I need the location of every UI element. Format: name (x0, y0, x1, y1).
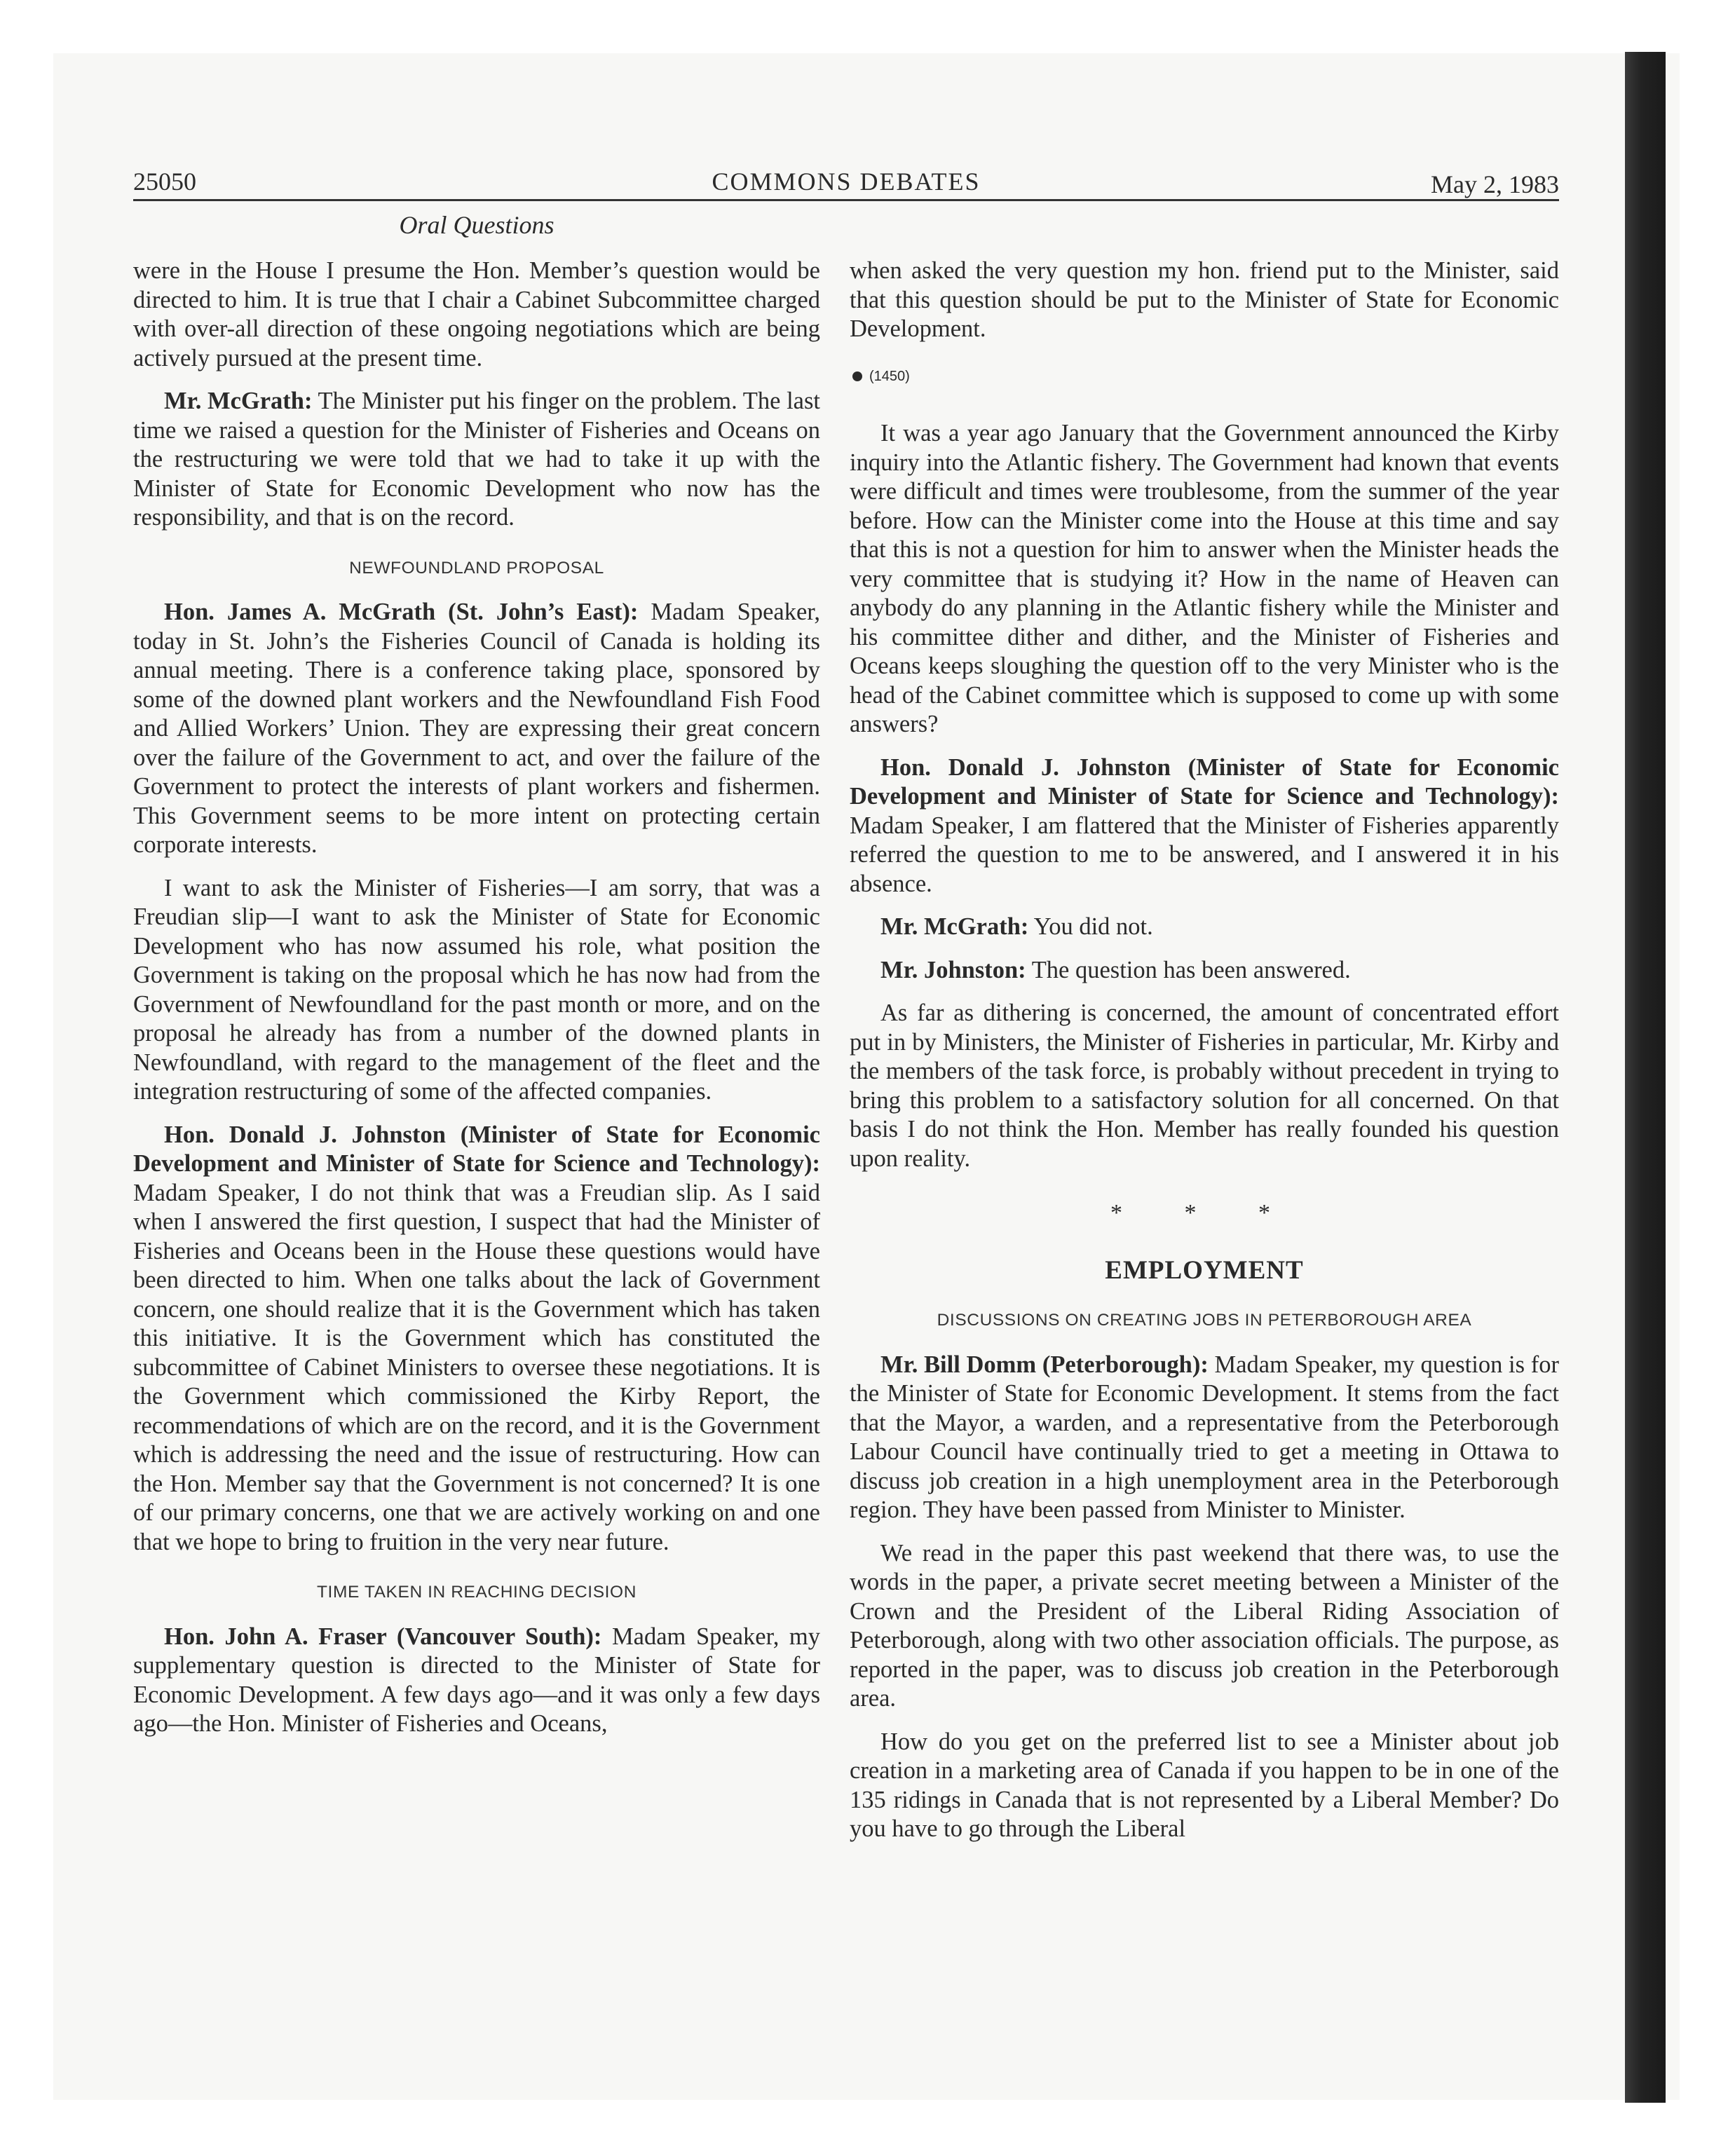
page-date: May 2, 1983 (1431, 170, 1559, 198)
time-marker (852, 362, 1559, 392)
speaker-name: Hon. Donald J. Johnston (Minister of State for Economic Development and Minister of State for Science and Technology): (850, 753, 1559, 810)
paragraph (133, 1121, 820, 1557)
paragraph (850, 956, 1559, 985)
subheading: TIME TAKEN IN REACHING DECISION (316, 1583, 637, 1602)
subheading: NEWFOUNDLAND PROPOSAL (349, 558, 604, 578)
paragraph: As far as dithering is concerned, the amount of concentrated effort put in by Ministers, the Minister of Fisheries in particular, Mr. Kirby and the members of the task force, is probably without precedent in trying to bring this problem to a satisfactory solution for all concerned. On that basis I do not think the Hon. Member has really founded his question upon reality. (850, 999, 1559, 1172)
running-head: Oral Questions (399, 211, 554, 239)
speech-text: The question has been answered. (1026, 956, 1351, 983)
speaker-name: Mr. McGrath: (880, 913, 1029, 940)
paragraph (133, 387, 820, 533)
right-column (850, 257, 1559, 1858)
speaker-name: Mr. McGrath: (164, 388, 313, 414)
speaker-name: Hon. John A. Fraser (Vancouver South): (164, 1623, 602, 1650)
speech-text: The Minister put his finger on the problem. The last time we raised a question for the Minister of Fisheries and Oceans on the restructuring we were told that we had to take it up with the Minister of State for Economic Development who now has the responsibility, and that is on the record. (133, 388, 820, 531)
paragraph: when asked the very question my hon. friend put to the Minister, said that this question should be put to the Minister of State for Economic Development. (850, 257, 1559, 342)
page-number: 25050 (133, 168, 196, 196)
speech-text: Madam Speaker, my question is for the Minister of State for Economic Development. It stems from the fact that the Mayor, a warden, and a representative from the Peterborough Labour Council have continually tried to get a meeting in Ottawa to discuss job creation in a high unemployment area in the Peterborough region. They have been passed from Minister to Minister. (850, 1351, 1559, 1523)
speech-text: Madam Speaker, today in St. John’s the Fisheries Council of Canada is holding its annual meeting. There is a conference taking place, sponsored by some of the downed plant workers and the Newfoundland Fish Food and Allied Workers’ Union. They are expressing their great concern over the failure of the Government to act, and over the failure of the Government to protect the interests of plant workers and fishermen. This Government seems to be more intent on protecting certain corporate interests. (133, 599, 820, 858)
section-separator: * * * (1110, 1200, 1298, 1226)
speaker-name: Mr. Johnston: (880, 956, 1026, 983)
paragraph: It was a year ago January that the Government announced the Kirby inquiry into the Atlantic fishery. The Government had known that events were difficult and times were troublesome, from the summer of the year before. How can the Minister come into the House at this time and say that this is not a question for him to answer when the Minister heads the very committee that is studying it? How in the name of Heaven can anybody do any planning in the Atlantic fishery while the Minister and his committee dither and dither, and the Minister of Fisheries and Oceans keeps sloughing the question off to the very Minister who is the head of the Cabinet committee which is supposed to come up with some answers? (850, 420, 1559, 737)
paragraph: How do you get on the preferred list to see a Minister about job creation in a marketing area of Canada if you happen to be in one of the 135 ridings in Canada that is not represented by a Liberal Member? Do you have to go through the Liberal (850, 1728, 1559, 1842)
speech-text: Madam Speaker, I do not think that was a Freudian slip. As I said when I answered the first question, I suspect that had the Minister of Fisheries and Oceans been in the House these questions would have been directed to him. When one talks about the lack of Government concern, one should realize that it is the Government which has taken this initiative. It is the Government which has constituted the subcommittee of Cabinet Ministers to oversee these negotiations. It is the Government which commissioned the Kirby Report, the recommendations of which are on the record, and it is the Government which is addressing the need and the issue of restructuring. How can the Hon. Member say that the Government is not concerned? It is one of our primary concerns, one that we are actively working on and one that we hope to bring to fruition in the very near future. (133, 1179, 820, 1555)
speech-text: Madam Speaker, my supplementary question is directed to the Minister of State for Economic Development. A few days ago—and it was only a few days ago—the Hon. Minister of Fisheries and Oceans, (133, 1623, 820, 1737)
page-header (133, 160, 1559, 201)
paragraph (850, 753, 1559, 899)
speaker-name: Hon. Donald J. Johnston (Minister of State for Economic Development and Minister of State for Science and Technology): (133, 1121, 820, 1177)
publication-title: COMMONS DEBATES (712, 168, 981, 196)
speech-text: You did not. (1028, 913, 1153, 940)
speaker-name: Mr. Bill Domm (Peterborough): (880, 1351, 1209, 1378)
speech-text: Madam Speaker, I am flattered that the Minister of Fisheries apparently referred the question to me to be answered, and I answered it in his absence. (850, 812, 1559, 897)
subheading: DISCUSSIONS ON CREATING JOBS IN PETERBOROUGH AREA (937, 1311, 1472, 1330)
paragraph (850, 913, 1559, 942)
bullet-icon (852, 371, 862, 381)
paragraph: were in the House I presume the Hon. Member’s question would be directed to him. It is true that I chair a Cabinet Subcommittee charged with over-all direction of these ongoing negotiations which are being actively pursued at the present time. (133, 257, 820, 371)
paragraph: I want to ask the Minister of Fisheries—I am sorry, that was a Freudian slip—I want to ask the Minister of State for Economic Development who has now assumed his role, what position the Government is taking on the proposal which he has now had from the Government of Newfoundland for the past month or more, and on the proposal he already has from a number of the downed plants in Newfoundland, with regard to the management of the fleet and the integration restructuring of some of the affected companies. (133, 874, 820, 1105)
paragraph: We read in the paper this past weekend that there was, to use the words in the paper, a private secret meeting between a Minister of the Crown and the President of the Liberal Riding Association of Peterborough, along with two other association officials. The purpose, as reported in the paper, was to discuss job creation in the Peterborough area. (850, 1539, 1559, 1712)
page-binding-edge (1625, 52, 1666, 2103)
left-column (133, 257, 820, 1753)
time-marker-text: (1450) (869, 368, 910, 384)
paragraph (133, 598, 820, 860)
paragraph (850, 1351, 1559, 1525)
speaker-name: Hon. James A. McGrath (St. John’s East): (164, 599, 639, 625)
paragraph (133, 1623, 820, 1739)
section-heading: EMPLOYMENT (1105, 1255, 1304, 1285)
